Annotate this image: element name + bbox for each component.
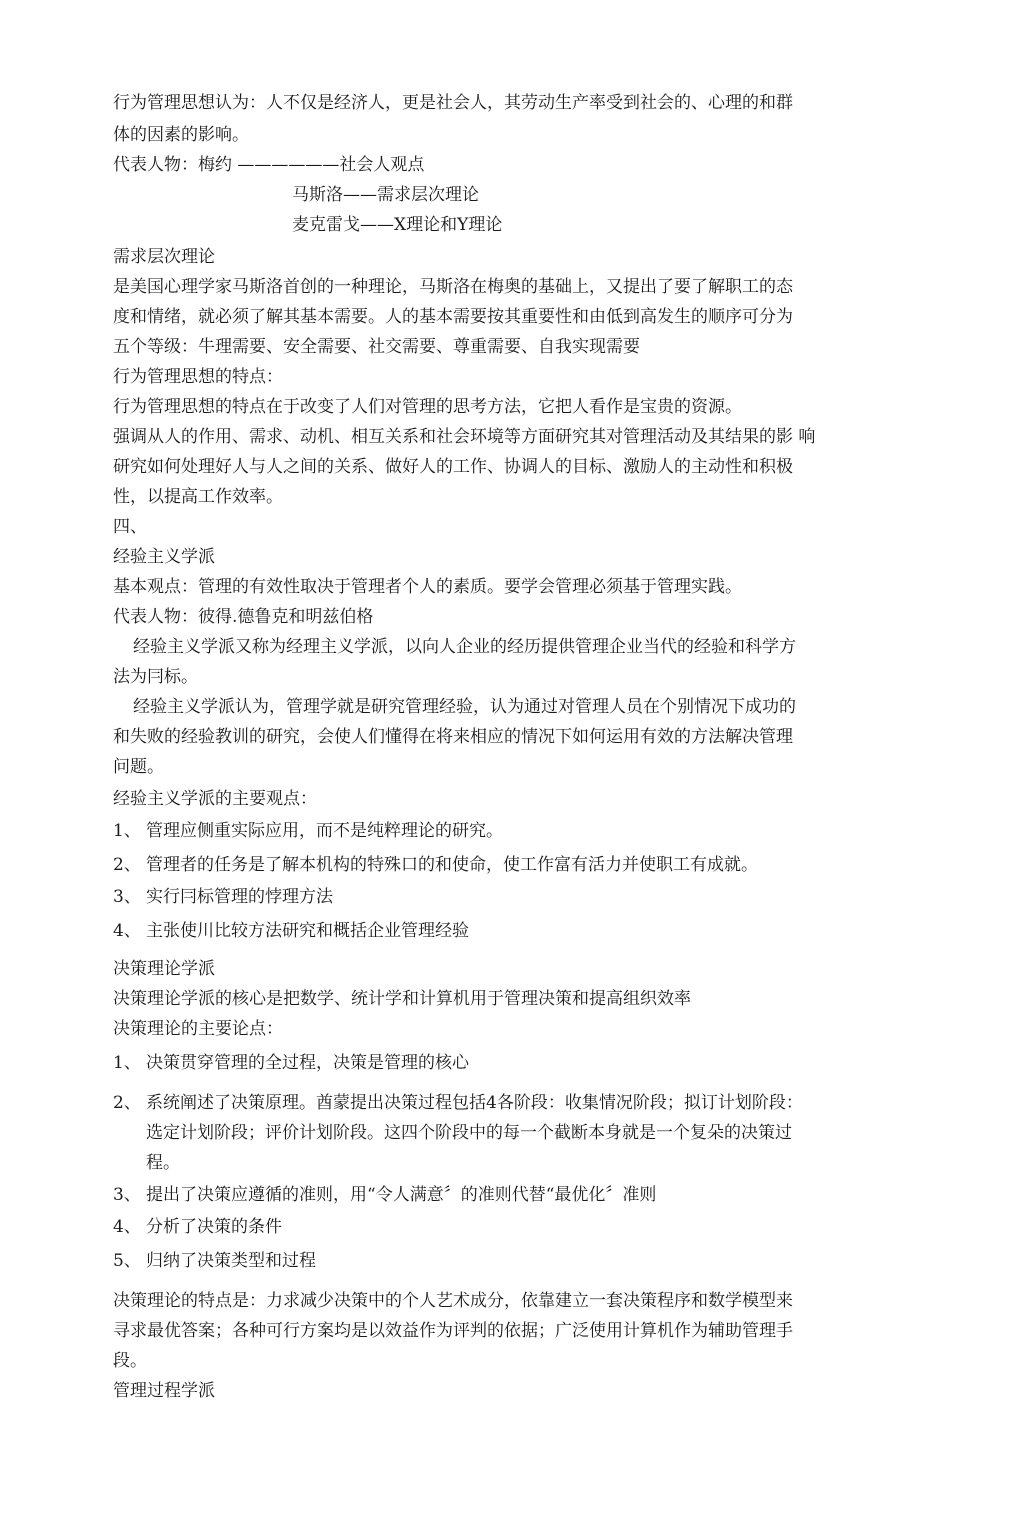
behavior-features-line-2: 强调从人的作用、需求、动机、相互关系和社会环境等方面研究其对管理活动及其结果的影 响 (113, 427, 816, 447)
process-title: 管理过程学派 (113, 1381, 215, 1401)
decision-features-line-2: 寻求最优答案；各种可行方案均是以效益作为评判的依据；广泛使用计算机作为辅助管理手 (113, 1321, 793, 1341)
empirical-representatives: 代表人物：彼得.德鲁克和明兹伯格 (113, 607, 374, 627)
list-number: 4、 (113, 921, 141, 941)
behavior-features-line-3: 研究如何处理好人与人之间的关系、做好人的工作、协调人的目标、激励人的主动性和积极 (113, 457, 793, 477)
list-number: 3、 (113, 1185, 141, 1205)
list-number: 1、 (113, 1053, 141, 1073)
needs-line-3: 五个等级：牛理需要、安全需要、社交需要、尊重需要、自我实现需要 (113, 337, 640, 357)
list-number: 2、 (113, 855, 141, 875)
empirical-basic-view: 基本观点：管理的有效性取决于管理者个人的素质。要学会管理必须基于管理实践。 (113, 577, 742, 597)
decision-features-line-1: 决策理论的特点是：力求减少决策中的个人艺术成分，依靠建立一套决策程序和数学模型来 (113, 1291, 793, 1311)
list-text: 系统阐述了决策原理。酋蒙提出决策过程包括4各阶段：收集情况阶段；拟订计划阶段： (146, 1093, 803, 1113)
empirical-views-heading: 经验主义学派的主要观点： (113, 789, 317, 809)
behavior-features-heading: 行为管理思想的特点： (113, 367, 283, 387)
empirical-p1-line-2: 法为冃标。 (113, 667, 198, 687)
needs-line-2: 度和情绪，就必须了解其基本需要。人的基本需要按其重要性和由低到高发生的顺序可分为 (113, 307, 793, 327)
list-item-continuation: 程。 (146, 1153, 180, 1173)
representative-mayo: 代表人物：梅约 ——————社会人观点 (113, 155, 425, 175)
list-item (113, 1184, 656, 1206)
decision-points-heading: 决策理论的主要论点： (113, 1019, 283, 1039)
list-item (113, 1250, 316, 1272)
behavior-features-line-1: 行为管理思想的特点在于改变了人们对管理的思考方法，它把人看作是宝贵的资源。 (113, 397, 742, 417)
needs-line-1: 是美国心理学家马斯洛首创的一种理论，马斯洛在梅奥的基础上，又提出了要了解职工的态 (113, 277, 793, 297)
list-text: 分析了决策的条件 (146, 1217, 282, 1237)
section-number: 四、 (113, 517, 147, 537)
list-item (113, 820, 503, 842)
list-item-continuation: 选定计划阶段；评价计划阶段。这四个阶段中的每一个截断本身就是一个复朵的决策过 (146, 1123, 792, 1143)
list-item (113, 920, 469, 942)
list-text: 决策贯穿管理的全过程，决策是管理的核心 (146, 1053, 469, 1073)
list-text: 实行冃标管理的悖理方法 (146, 887, 333, 907)
empirical-title: 经验主义学派 (113, 547, 215, 567)
empirical-p2-line-1: 经验主义学派认为，管理学就是研究管理经验，认为通过对管理人员在个别情况下成功的 (133, 697, 796, 717)
behavior-intro-line-1: 行为管理思想认为：人不仅是经济人，更是社会人，其劳动生产率受到社会的、心理的和群 (113, 93, 793, 113)
behavior-features-line-4: 性，以提高工作效率。 (113, 487, 283, 507)
representative-mcgregor: 麦克雷戈——X理论和Y理论 (292, 215, 503, 235)
list-text: 归纳了决策类型和过程 (146, 1251, 316, 1271)
list-text: 主张使川比较方法研究和概括企业管理经验 (146, 921, 469, 941)
decision-title: 决策理论学派 (113, 959, 215, 979)
list-number: 3、 (113, 887, 141, 907)
list-text: 提出了决策应遵循的准则，用“令人满意〞的准则代替“最优化〞准则 (146, 1185, 657, 1205)
empirical-p2-line-3: 问题。 (113, 757, 164, 777)
list-text: 管理应侧重实际应用，而不是纯粹理论的研究。 (146, 821, 503, 841)
empirical-p2-line-2: 和失败的经验教训的研究，会使人们懂得在将来相应的情况下如何运用有效的方法解决管理 (113, 727, 793, 747)
needs-heading: 需求层次理论 (113, 247, 215, 267)
list-item (113, 1216, 282, 1238)
list-item (113, 1092, 803, 1114)
list-item (113, 886, 333, 908)
list-item (113, 854, 758, 876)
behavior-intro-line-2: 体的因素的影响。 (113, 125, 249, 145)
list-text: 管理者的任务是了解本机构的特殊口的和使命，使工作富有活力并使职工有成就。 (146, 855, 758, 875)
list-item (113, 1052, 469, 1074)
list-number: 2、 (113, 1093, 141, 1113)
decision-core: 决策理论学派的核心是把数学、统计学和计算机用于管理决策和提高组织效率 (113, 989, 691, 1009)
list-number: 5、 (113, 1251, 141, 1271)
decision-features-line-3: 段。 (113, 1351, 147, 1371)
empirical-p1-line-1: 经验主义学派又称为经理主义学派，以向人企业的经历提供管理企业当代的经验和科学方 (133, 637, 796, 657)
list-number: 1、 (113, 821, 141, 841)
list-number: 4、 (113, 1217, 141, 1237)
representative-maslow: 马斯洛——需求层次理论 (292, 185, 479, 205)
